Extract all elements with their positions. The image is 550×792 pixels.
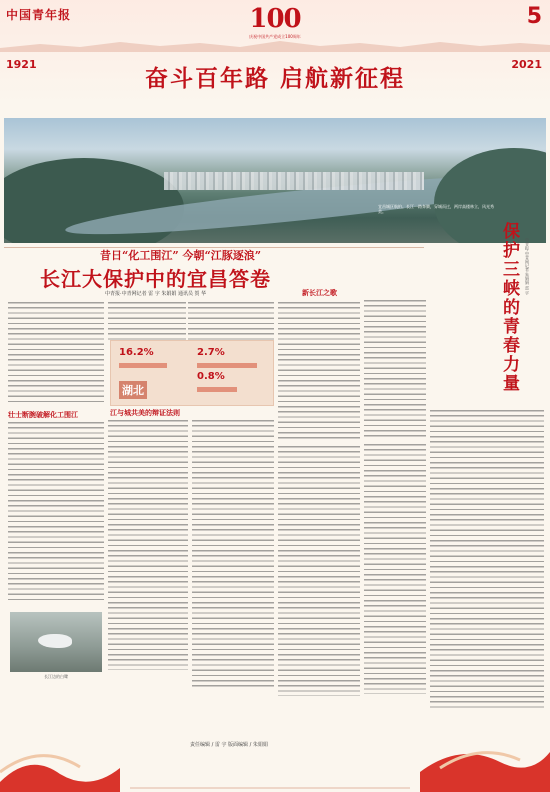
bird-image [38,634,72,648]
stat-value: 2.7% [197,347,225,358]
centenary-logo [230,4,320,48]
article-kicker: 昔日“化工围江” 今朝“江豚逐浪” [100,249,262,262]
stat-value: 16.2% [119,347,154,358]
article-headline: 长江大保护中的宜昌答卷 [40,267,271,291]
bird-photo [10,612,102,679]
sidebar-byline: 中青报·中青网记者 朱娟娟 雷 宇 [525,238,530,296]
subhead: 新长江之歌 [302,288,337,297]
stat-bar [119,363,167,368]
body-text [108,302,186,342]
year-start: 1921 [6,58,37,71]
centenary-number: 100 [249,4,301,34]
stat-bar [197,363,257,368]
body-text [188,302,274,342]
bird-photo-caption: 长江边的白鹭 [44,674,68,679]
sidebar-article [378,204,496,410]
body-text [108,420,188,670]
sidebar-body-text [430,410,544,710]
centenary-subtitle: 庆祝中国共产党成立100周年 [249,34,301,39]
stat-bar [197,387,237,392]
subhead: 江与城共美的辩证法则 [110,408,180,417]
body-text [364,444,426,694]
photo-caption: 宜昌城区航拍。长江一路奔腾，穿城而过，两岸高楼林立，风光秀美。 [378,204,494,214]
page-number: 5 [526,4,542,29]
body-text [278,446,360,696]
year-end: 2021 [511,58,542,71]
body-text [8,422,104,602]
footer-wave-decoration [0,712,550,792]
stat-value: 0.8% [197,371,225,382]
page-slogan: 奋斗百年路 启航新征程 [144,66,405,92]
region-label: 湖北 [119,381,147,399]
body-text [192,420,274,690]
subhead: 壮士断腕破解化工围江 [8,410,78,419]
body-text [278,302,360,442]
sidebar-title: 保护三峡的青春力量 [499,222,519,393]
article-byline: 中青报·中青网记者 雷 宇 朱娟娟 通讯员 贺 华 [105,291,207,297]
editors-credit: 责任编辑 / 雷 宇 版面编辑 / 朱娟娟 [190,742,268,748]
infographic-box [110,340,274,406]
masthead: 中国青年报 [6,8,72,22]
body-text [364,300,426,440]
body-text [8,302,104,402]
